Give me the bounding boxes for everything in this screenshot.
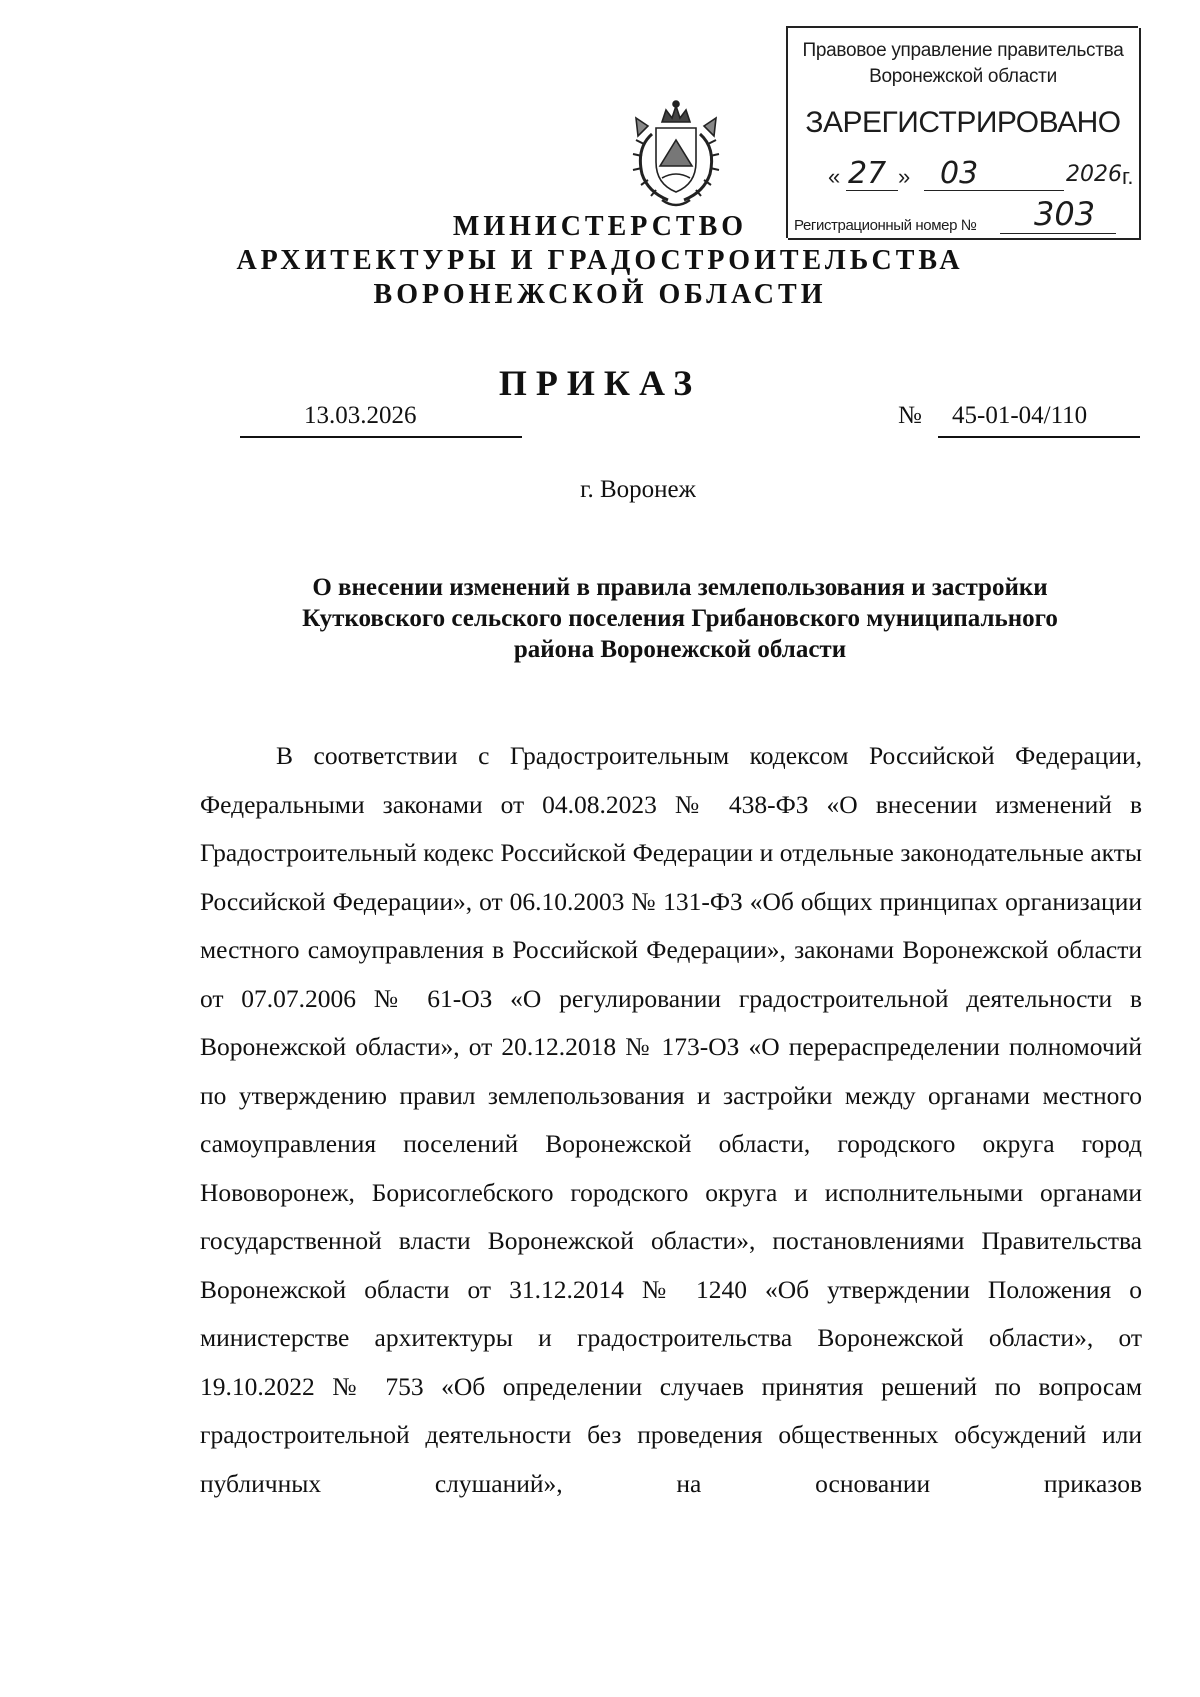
stamp-status: ЗАРЕГИСТРИРОВАНО bbox=[805, 106, 1121, 139]
order-number-label: № bbox=[898, 402, 922, 429]
stamp-organization: Правовое управление правительства Воронежской области bbox=[802, 40, 1124, 87]
body-paragraph: В соответствии с Градостроительным кодексом Российской Федерации, Федеральными законами от 04.08.2023 № 438-ФЗ «О внесении изменений в Градостроительный кодекс Российской Федерации и отдельные законодательные акты Российской Федерации», от 06.10.2003 № 131-ФЗ «Об общих принципах организации местного самоуправления в Российской Федерации», законами Воронежской области от 07.07.2006 № 61-ОЗ «О регулировании градостроительной деятельности в Воронежской области», от 20.12.2018 № 173-ОЗ «О перераспределении полномочий по утверждению правил землепользования и застройки между органами местного самоуправления поселений Воронежской области, городского округа город Нововоронеж, Борисоглебского городского округа и исполнительными органами государственной власти Воронежской области», постановлениями Правительства Воронежской области от 31.12.2014 № 1240 «Об утверждении Положения о министерстве архитектуры и градостроительства Воронежской области», от 19.10.2022 № 753 «Об определении случаев принятия решений по вопросам градостроительной деятельности без проведения общественных обсуждений или публичных слушаний», на основании приказов bbox=[200, 741, 1142, 1498]
registration-stamp bbox=[786, 26, 1138, 238]
coat-of-arms-icon bbox=[622, 100, 730, 212]
order-number: 45-01-04/110 bbox=[938, 402, 1140, 438]
document-type: ПРИКАЗ bbox=[498, 363, 702, 403]
city: г. Воронеж bbox=[580, 476, 696, 503]
order-body bbox=[200, 732, 1142, 1508]
ministry-title: МИНИСТЕРСТВО АРХИТЕКТУРЫ И ГРАДОСТРОИТЕЛЬСТВА ВОРОНЕЖСКОЙ ОБЛАСТИ bbox=[236, 211, 964, 310]
stamp-date-year: 2026 bbox=[1066, 162, 1122, 187]
stamp-date-month: 03 bbox=[940, 156, 979, 191]
stamp-date-day: 27 bbox=[848, 156, 887, 191]
stamp-date: « 27 » 03 2026 г. bbox=[828, 156, 1134, 191]
order-subject: О внесении изменений в правила землепользования и застройки Кутковского сельского поселения Грибановского муниципального района Воронежской области bbox=[302, 574, 1058, 663]
order-date: 13.03.2026 bbox=[240, 402, 522, 438]
stamp-regnum-value: 303 bbox=[1034, 195, 1096, 233]
stamp-regnum: Регистрационный номер № 303 bbox=[794, 213, 1132, 243]
